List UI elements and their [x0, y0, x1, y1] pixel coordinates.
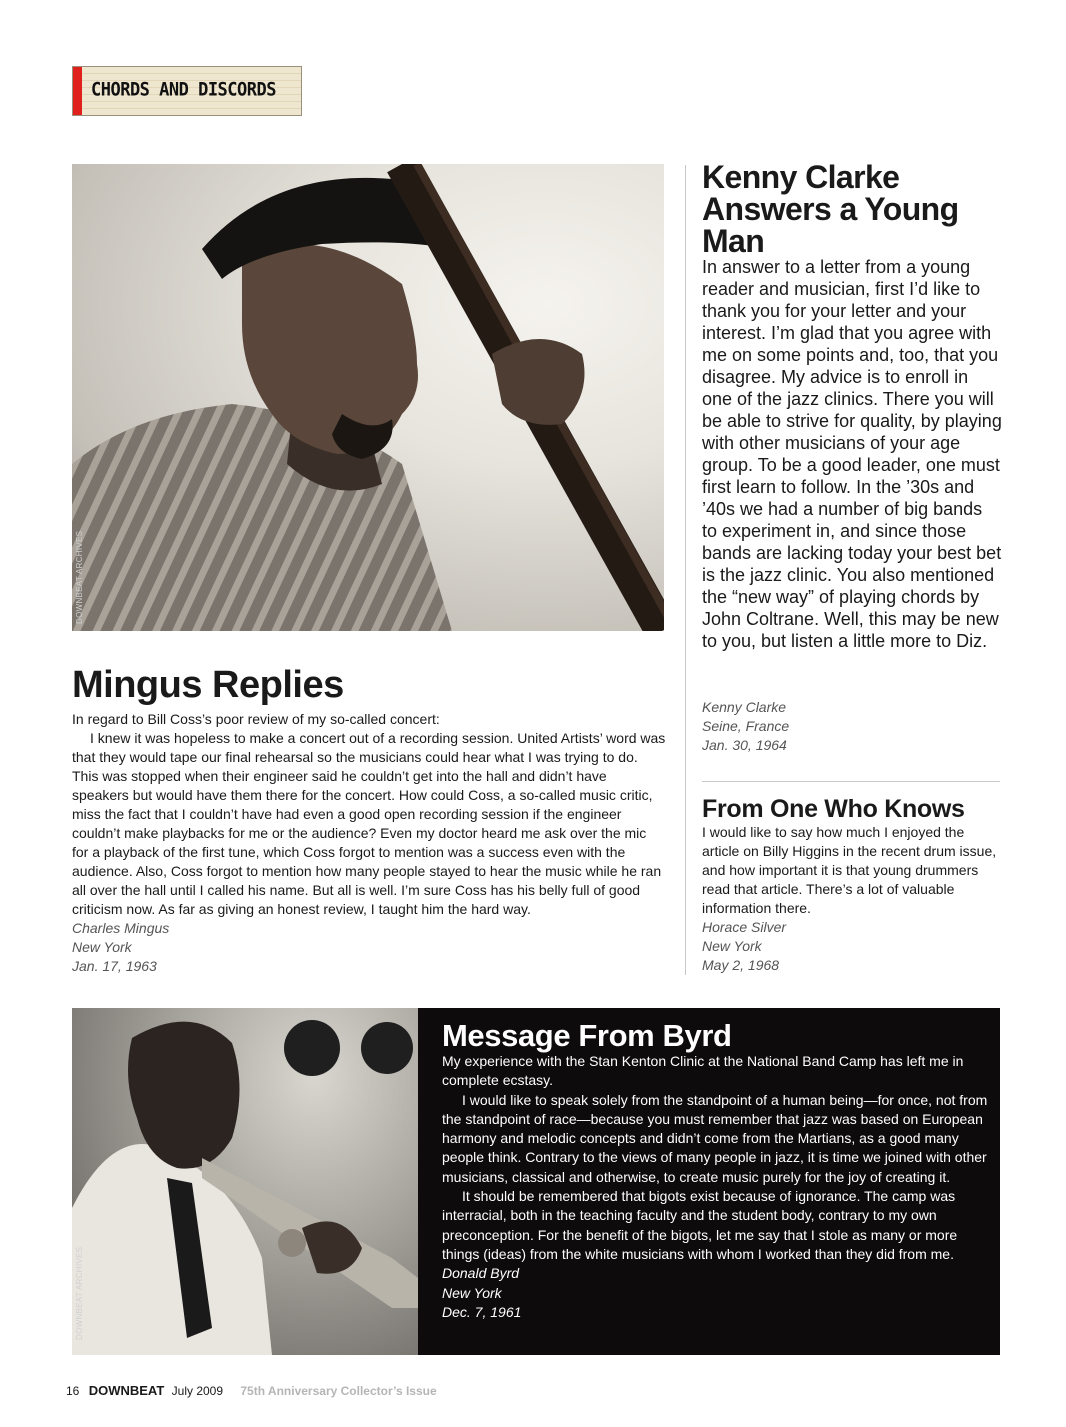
kenny-letter: In answer to a letter from a young reader and musician, first I’d like to thank you for your letter and your interest. I’m glad that you agree with me on some points and, too, that you disagree. My advice is to enroll in one of the jazz clinics. There you will be able to strive for quality, by playing with other musicians of your age group. To be a good leader, one must first learn to follow. In the ’30s and ’40s we had a number of big bands to experiment in, and since those bands are lacking today your best bet is the jazz clinic. You also mentioned the “new way” of playing chords by John Coltrane. Well, this may be new to you, but listen a little more to Diz. — [702, 257, 1002, 651]
logo-red-bar — [73, 67, 82, 115]
issue-date: July 2009 — [171, 1384, 224, 1398]
kenny-signature-place: Seine, France — [702, 718, 790, 734]
silver-letter — [702, 823, 1000, 975]
kenny-signature — [702, 698, 1002, 755]
kenny-signature-date: Jan. 30, 1964 — [702, 737, 787, 753]
section-logo — [72, 66, 302, 116]
silver-signature-name: Horace Silver — [702, 919, 787, 935]
byrd-signature-name: Donald Byrd — [442, 1265, 520, 1282]
mingus-signature-place: New York — [72, 939, 132, 955]
silver-headline: From One Who Knows — [702, 795, 965, 823]
byrd-signature-place: New York — [442, 1284, 502, 1301]
mingus-signature-name: Charles Mingus — [72, 920, 170, 936]
mingus-photo — [72, 164, 664, 631]
byrd-photo-illustration — [72, 1008, 418, 1355]
byrd-paragraph-1: My experience with the Stan Kenton Clinic at the National Band Camp has left me in complete ecstasy. — [442, 1053, 964, 1089]
photo-credit: DOWNBEAT ARCHIVES — [75, 1246, 84, 1340]
page-number: 16 — [66, 1384, 80, 1398]
section-divider — [702, 781, 1000, 782]
column-divider — [685, 165, 686, 975]
kenny-headline: Kenny Clarke Answers a Young Man — [702, 159, 959, 259]
photo-credit: DOWNBEAT ARCHIVES — [75, 530, 84, 624]
magazine-brand: DOWNBEAT — [88, 1383, 165, 1398]
issue-title: 75th Anniversary Collector’s Issue — [240, 1384, 437, 1398]
byrd-headline: Message From Byrd — [442, 1018, 732, 1053]
byrd-letter — [442, 1052, 990, 1322]
silver-paragraph: I would like to say how much I enjoyed the article on Billy Higgins in the recent drum issue, and how important it is that young drummers read that article. There’s a lot of valuable information there. — [702, 824, 997, 916]
mingus-paragraph: I knew it was hopeless to make a concert out of a recording session. United Artists’ word was that they would tape our final rehearsal so the musicians could hear what I was trying to do. This was stopped when their engineer said he couldn’t get into the hall and didn’t have speakers but would have them there for the concert. How could Coss, a so-called music critic, miss the fact that I couldn’t have had even a good open recording session if the engineer couldn’t make playbacks for me or the audience? Even my doctor heard me ask over the mic for a playback of the first tune, which Coss forgot to mention was a success even with the audience. Also, Coss forgot to mention how many people stayed to hear the music while he ran all over the hall until I called his name. But all is well. I’m sure Coss has his belly full of good criticism now. As far as giving an honest review, I taught him the hard way. — [72, 730, 666, 917]
page-footer — [66, 1383, 437, 1398]
silver-signature-date: May 2, 1968 — [702, 957, 780, 973]
byrd-signature-date: Dec. 7, 1961 — [442, 1303, 522, 1320]
byrd-photo — [72, 1008, 418, 1355]
silver-signature-place: New York — [702, 938, 762, 954]
byrd-paragraph-3: It should be remembered that bigots exist because of ignorance. The camp was interracial, both in the teaching faculty and the student body, contrary to my own preconception. For the benefit of the bigots, let me say that I stole as many or more things (ideas) from the white musicians with whom I worked than they did from me. — [442, 1188, 958, 1262]
kenny-signature-name: Kenny Clarke — [702, 699, 787, 715]
mingus-intro: In regard to Bill Coss’s poor review of my so-called concert: — [72, 711, 440, 727]
mingus-photo-illustration — [72, 164, 664, 631]
mingus-headline: Mingus Replies — [72, 664, 344, 706]
byrd-paragraph-2: I would like to speak solely from the standpoint of a human being—for once, not from the standpoint of race—because you must remember that jazz was based on European harmony and melodic concepts and didn’t come from the Martians, as a good many people think. Contrary to the views of many people in jazz, it is time we joined with other musicians, classical and otherwise, to create music purely for the joy of creating it. — [442, 1091, 988, 1185]
mingus-signature-date: Jan. 17, 1963 — [72, 958, 157, 974]
logo-text: CHORDS AND DISCORDS — [91, 79, 276, 101]
mingus-letter — [72, 710, 666, 976]
